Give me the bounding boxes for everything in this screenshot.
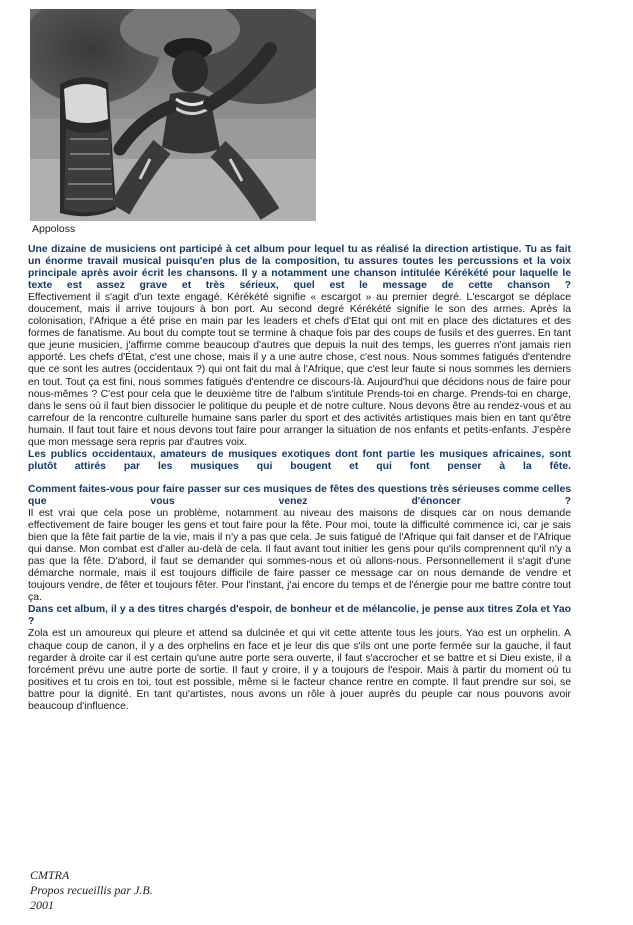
interview-article bbox=[28, 244, 571, 713]
artist-photo bbox=[30, 9, 316, 221]
article-signature bbox=[30, 868, 153, 913]
question-4: Dans cet album, il y a des titres chargés d'espoir, de bonheur et de mélancolie, je pense aux titres Zola et Yao ? bbox=[28, 604, 571, 628]
answer-1: Effectivement il s'agit d'un texte engagé. Kérékété signifie « escargot » au premier degré. L'escargot se déplace doucement, mais il arrive toujours à bon port. Au second degré Kérékété signifie le son des armes. Après la colonisation, l'Afrique a été prise en main par les leaders et chefs d'Etat qui ont mit en place des dictatures et des formes de fanatisme. Au bout du compte tout se termine à chaque fois par des coups de fusils et des guerres. En tant que jeune musicien, j'affirme comme beaucoup d'autres que depuis la nuit des temps, les guerres n'ont jamais rien apporté. Les chefs d'État, c'est une chose, mais il y a une autre chose, c'est nous. Nous sommes fatigués d'entendre que ce sont les autres (occidentaux ?) qui ont fait du mal à l'Afrique, que c'est leur faute si nous sommes les derniers en tout. Tout ça est fini, nous sommes fatigués d'entendre ce discours-là. Aujourd'hui que décidons nous de faire pour nous-mêmes ? C'est pour cela que le deuxième titre de l'album s'intitule Prends-toi en charge. Prends-toi en charge, dans le sens où il faut bien dissocier le politique du peuple et de notre culture. Nous devons être au rendez-vous et au carrefour de la rencontre culturelle humaine sans parler du sport et des activités artistiques mais bien en tant qu'être humain. Il faut tout faire et nous devons tout faire pour arranger la situation de nos enfants et petits-enfants. J'espère que mon message sera repris par d'autres voix. bbox=[28, 292, 571, 448]
question-1: Une dizaine de musiciens ont participé à cet album pour lequel tu as réalisé la direction artistique. Tu as fait un énorme travail musical puisqu'en plus de la composition, tu assures toutes les percussions et la voix principale après avoir écrit les chansons. Il y a notamment une chanson intitulée Kérékété pour laquelle le texte est assez grave et très sérieux, quel est le message de cette chanson ? bbox=[28, 244, 571, 292]
photo-caption: Appoloss bbox=[32, 223, 76, 235]
question-2: Les publics occidentaux, amateurs de musiques exotiques dont font partie les musiques africaines, sont plutôt attirés par les musiques qui bougent et qui font penser à la fête. bbox=[28, 448, 571, 472]
artist-photo-image bbox=[30, 9, 316, 221]
signature-org: CMTRA bbox=[30, 868, 70, 882]
signature-year: 2001 bbox=[30, 898, 54, 912]
signature-credit: Propos recueillis par J.B. bbox=[30, 883, 153, 897]
answer-4: Zola est un amoureux qui pleure et attend sa dulcinée et qui vit cette attente tous les jours. Yao est un orphelin. A chaque coup de canon, il y a des orphelins en face et je leur dis que s'ils ont une porte fermée sur la gauche, il faut regarder à droite car il est certain qu'une autre porte sera ouverte, il faut s'accrocher et se battre et si Dieu existe, il a forcément prévu une autre porte de sortie. Il faut y croire, il y a toujours de l'espoir. Mais à partir du moment où tu positives et tu crois en toi, tout est possible, même si le facteur chance rentre en compte. Il faut prendre sur soi, se battre pour la dignité. En tant qu'artistes, nous avons un rôle à jouer auprès du peuple car nous pouvons avoir beaucoup d'influence. bbox=[28, 628, 571, 712]
question-3: Comment faites-vous pour faire passer sur ces musiques de fêtes des questions très sérieuses comme celles que vous venez d'énoncer ? bbox=[28, 483, 571, 507]
answer-3: Il est vrai que cela pose un problème, notamment au niveau des maisons de disques car on nous demande effectivement de faire bouger les gens et tout faire pour la fête. Pour moi, toute la difficulté commence ici, car je sais bien que la fête fait partie de la vie, mais il n'y a pas que cela. Je suis fatigué de l'Afrique qui fait danser et de l'Afrique qui danse. Mon combat est d'aller au-delà de cela. Il faut avant tout initier les gens pour qu'ils comprennent qu'il n'y a pas que la fête. D'abord, il faut se demander qui sommes-nous et où allons-nous. Personnellement il s'agit d'une démarche normale, mais il est toujours difficile de faire passer ce message car on nous demande de vendre et toujours vendre, de fêter et toujours fêter. Pour l'instant, j'ai encore du temps et de l'énergie pour me battre contre tout ça. bbox=[28, 507, 571, 604]
paragraph-gap bbox=[28, 473, 571, 484]
